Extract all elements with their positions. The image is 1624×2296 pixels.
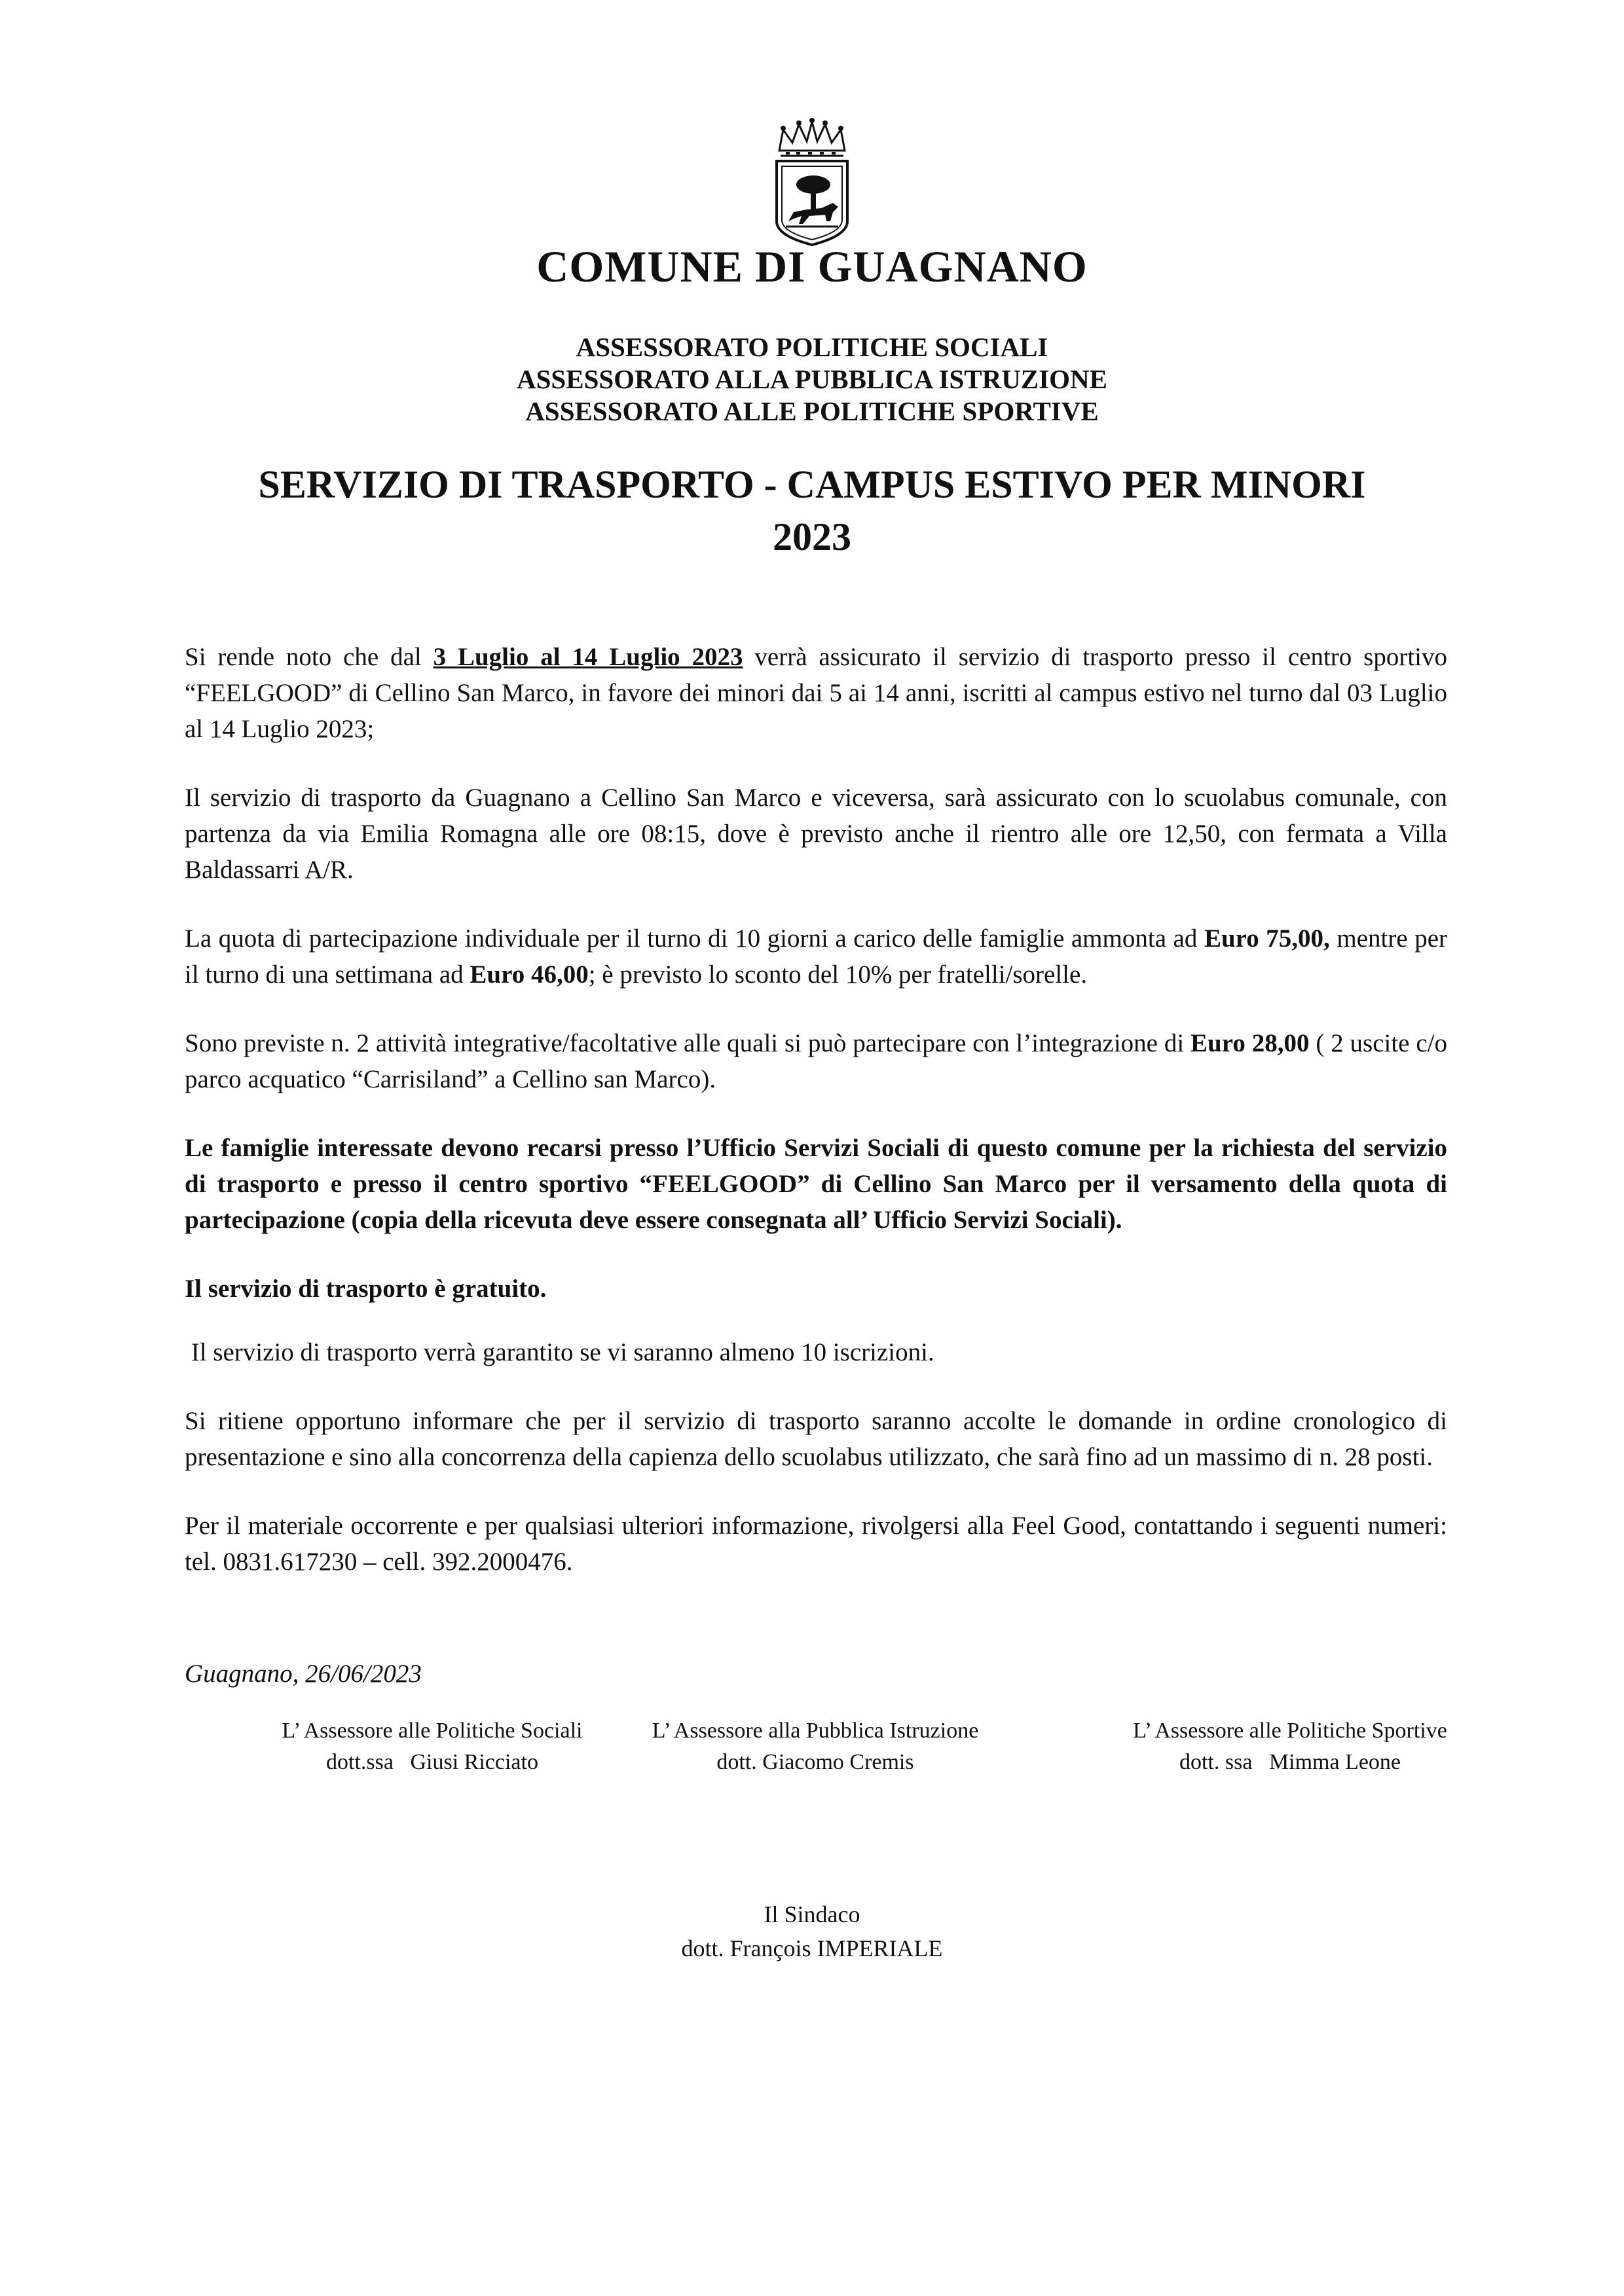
signature-politiche-sportive	[1107, 1715, 1473, 1778]
paragraph-minimum-enrollment: Il servizio di trasporto verrà garantito se vi saranno almeno 10 iscrizioni.	[185, 1338, 934, 1366]
paragraph-capacity: Si ritiene opportuno informare che per il servizio di trasporto saranno accolte le domande in ordine cronologico di presentazione e sino alla concorrenza della capienza dello scuolabus utilizzato, che sarà fino ad un massimo di n. 28 posti.	[185, 1407, 1447, 1471]
signature-name: dott. ssa Mimma Leone	[1179, 1750, 1401, 1774]
signature-pubblica-istruzione	[632, 1715, 999, 1778]
service-title-line1: SERVIZIO DI TRASPORTO - CAMPUS ESTIVO PER MINORI	[258, 463, 1366, 506]
municipal-crest-icon	[770, 117, 854, 247]
paragraph-instructions: Le famiglie interessate devono recarsi presso l’Ufficio Servizi Sociali di questo comune per la richiesta del servizio di trasporto e presso il centro sportivo “FEELGOOD” di Cellino San Marco per il versamento della quota di partecipazione (copia della ricevuta deve essere consegnata all’ Ufficio Servizi Sociali).	[185, 1134, 1447, 1234]
signature-sindaco	[0, 1897, 1624, 1965]
signature-role: L’ Assessore alle Politiche Sportive	[1133, 1719, 1447, 1743]
sindaco-name: dott. François IMPERIALE	[681, 1935, 943, 1961]
signature-name: dott.ssa Giusi Ricciato	[326, 1750, 538, 1774]
paragraph-activities: Sono previste n. 2 attività integrative/facoltative alle quali si può partecipare con l’integrazione di Euro 28,00 ( 2 uscite c/o parco acquatico “Carrisiland” a Cellino san Marco).	[185, 1029, 1447, 1093]
assessorato-politiche-sportive: ASSESSORATO ALLE POLITICHE SPORTIVE	[525, 396, 1099, 426]
signature-role: L’ Assessore alle Politiche Sociali	[282, 1719, 583, 1743]
paragraph-fees: La quota di partecipazione individuale per il turno di 10 giorni a carico delle famiglie ammonta ad Euro 75,00, mentre per il turno di una settimana ad Euro 46,00; è previsto lo sconto del 10% per fratelli/sorelle.	[185, 924, 1448, 989]
place-date: Guagnano, 26/06/2023	[185, 1660, 422, 1688]
sindaco-role: Il Sindaco	[764, 1901, 860, 1927]
paragraph-contacts: Per il materiale occorrente e per qualsiasi ulteriori informazione, rivolgersi alla Feel Good, contattando i seguenti numeri: tel. 0831.617230 – cell. 392.2000476.	[185, 1512, 1447, 1576]
service-title-year: 2023	[773, 515, 851, 558]
price-extra: Euro 28,00	[1190, 1029, 1310, 1057]
price-week: Euro 46,00	[470, 960, 589, 989]
signature-role: L’ Assessore alla Pubblica Istruzione	[652, 1719, 979, 1743]
paragraph-route: Il servizio di trasporto da Guagnano a Cellino San Marco e viceversa, sarà assicurato con lo scuolabus comunale, con partenza da via Emilia Romagna alle ore 08:15, dove è previsto anche il rientro alle ore 12,50, con fermata a Villa Baldassarri A/R.	[185, 784, 1447, 884]
service-title	[0, 458, 1624, 563]
paragraph-dates: Si rende noto che dal 3 Luglio al 14 Luglio 2023 verrà assicurato il servizio di trasporto presso il centro sportivo “FEELGOOD” di Cellino San Marco, in favore dei minori dai 5 ai 14 anni, iscritti al campus estivo nel turno dal 03 Luglio al 14 Luglio 2023;	[185, 643, 1447, 743]
notice-body	[185, 639, 1447, 1613]
assessorato-politiche-sociali: ASSESSORATO POLITICHE SOCIALI	[576, 332, 1048, 362]
assessorato-pubblica-istruzione: ASSESSORATO ALLA PUBBLICA ISTRUZIONE	[517, 364, 1107, 394]
price-10-days: Euro 75,00,	[1204, 924, 1330, 953]
signature-politiche-sociali	[249, 1715, 616, 1778]
comune-title: COMUNE DI GUAGNANO	[536, 242, 1088, 291]
signature-name: dott. Giacomo Cremis	[716, 1750, 914, 1774]
assessorati-list	[0, 331, 1624, 428]
paragraph-free-service: Il servizio di trasporto è gratuito.	[185, 1275, 547, 1303]
date-range: 3 Luglio al 14 Luglio 2023	[433, 643, 743, 671]
